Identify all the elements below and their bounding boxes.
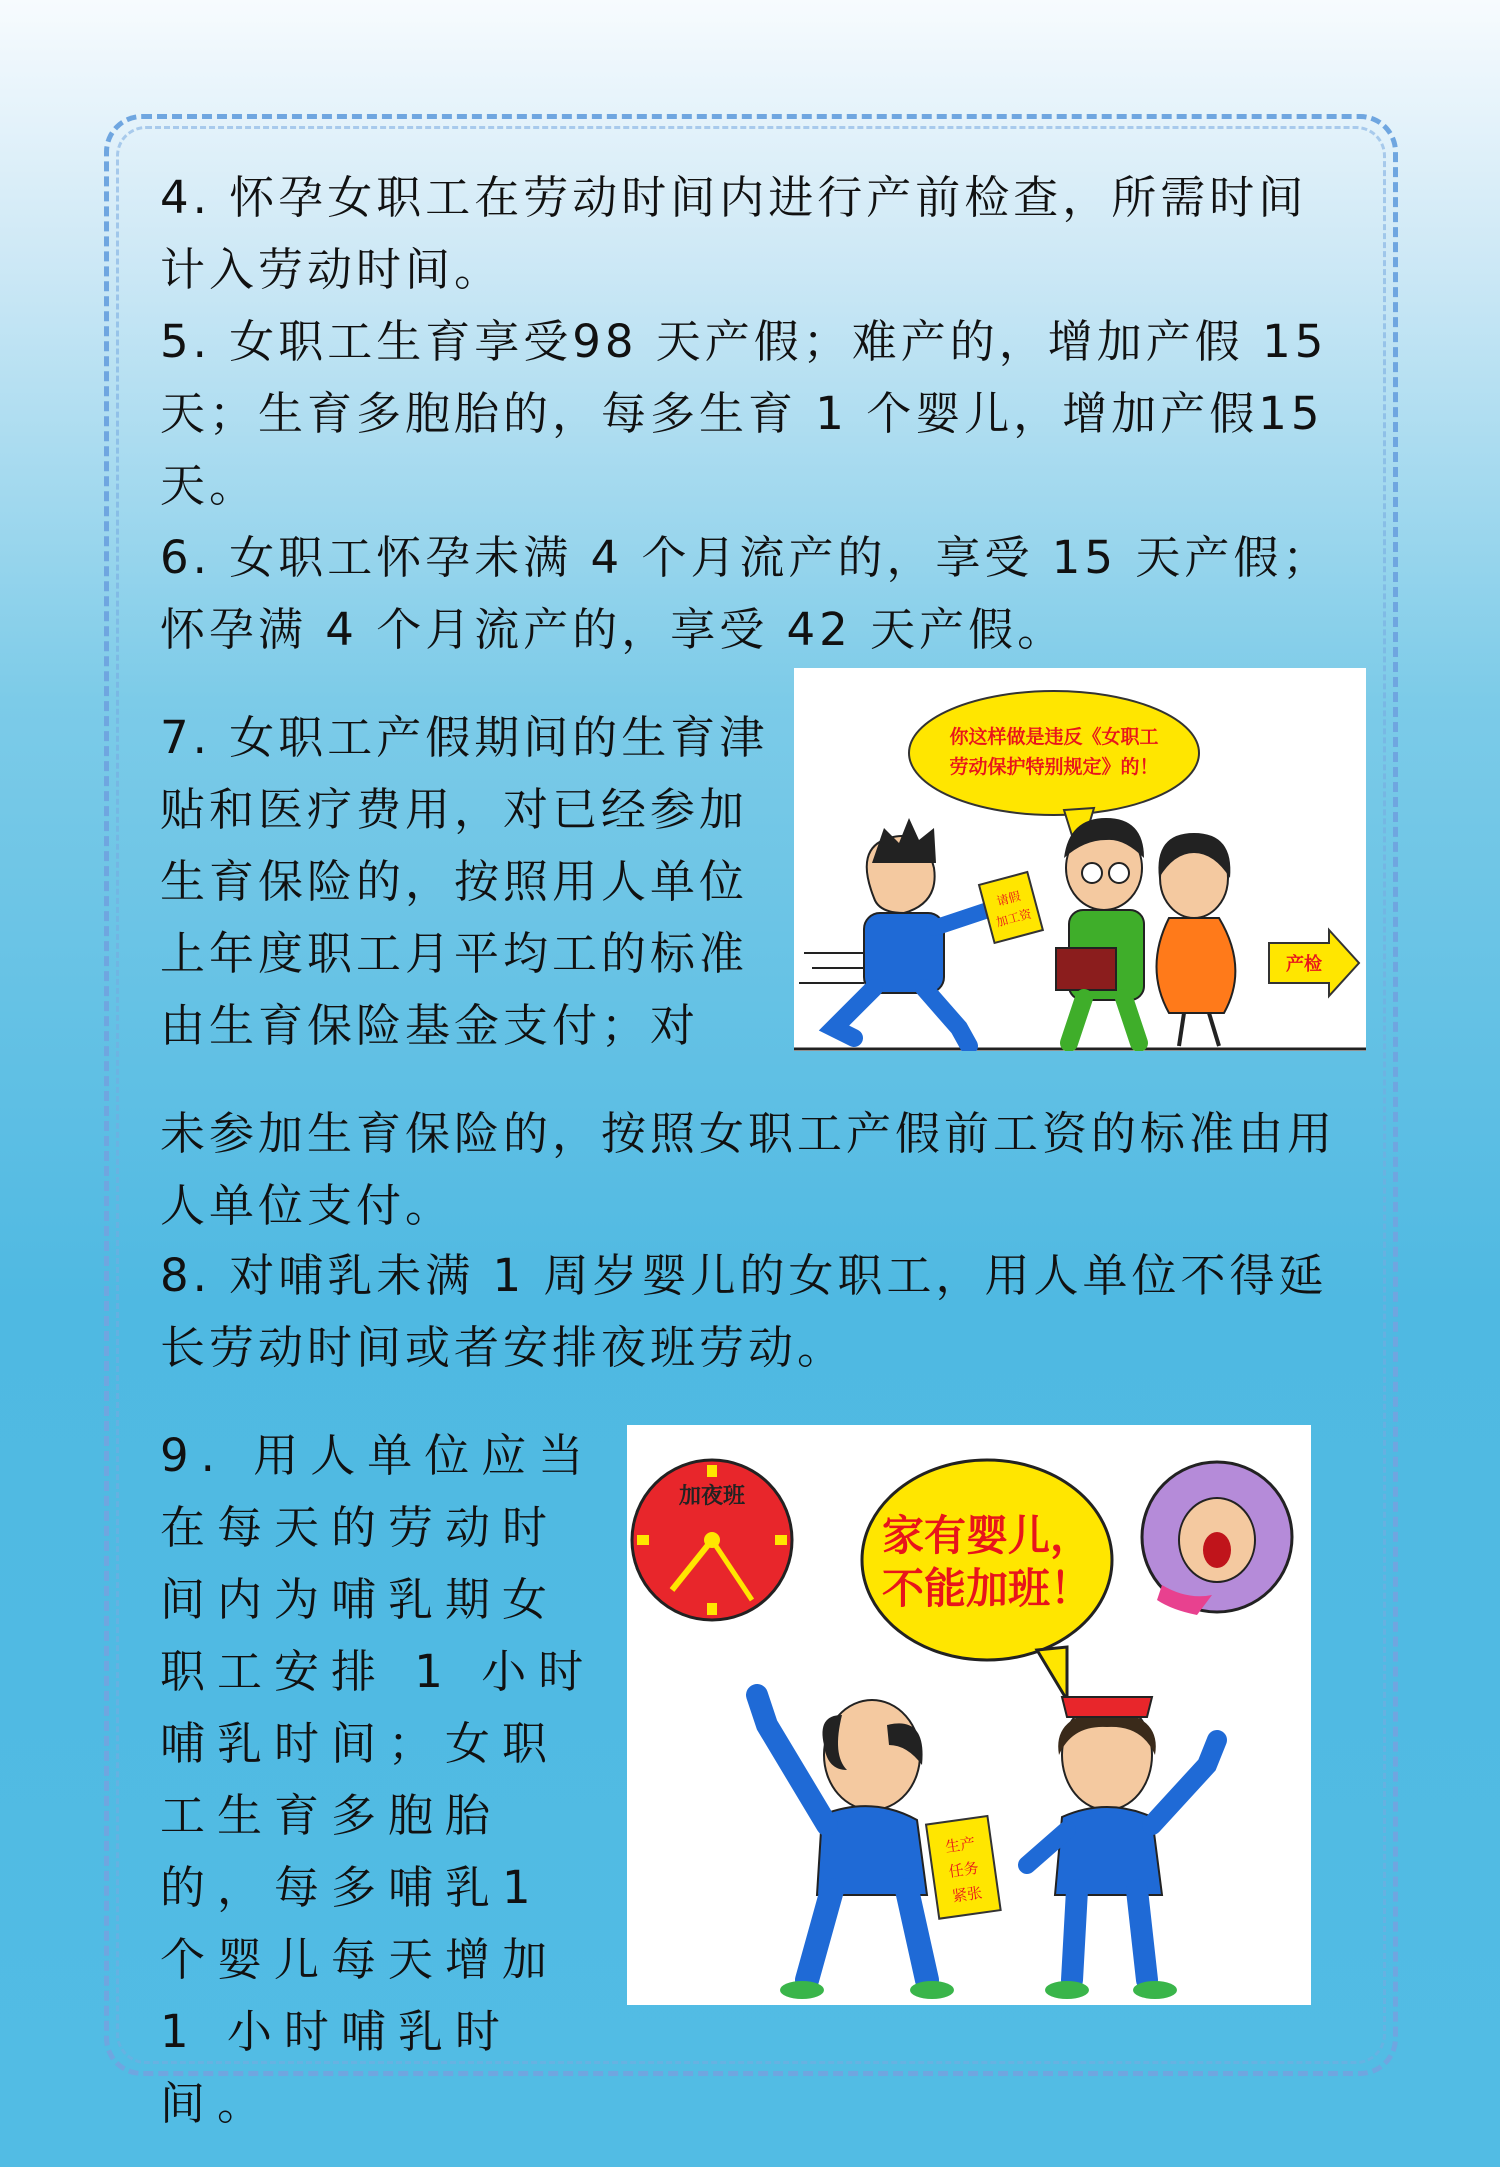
woman-worker — [1027, 1697, 1217, 1999]
paragraph-9: 9. 用人单位应当在每天的劳动时间内为哺乳期女职工安排 1 小时哺乳时间；女职工生育多胞胎的，每多哺乳1 个婴儿每天增加 1 小时哺乳时间。 — [160, 1429, 596, 2130]
paper-line-1: 请假 — [995, 888, 1023, 909]
paper-line-2: 加工资 — [994, 906, 1033, 930]
illustration-2-svg — [627, 1425, 1311, 2005]
overtime-clock — [632, 1460, 792, 1620]
illustration-no-overtime — [627, 1425, 1311, 2005]
pregnant-woman — [1157, 833, 1236, 1046]
paper-line-3: 紧张 — [951, 1883, 984, 1906]
speech-bubble — [862, 1460, 1112, 1700]
speech-bubble-line-2: 劳动保护特别规定》的！ — [949, 756, 1159, 778]
checkup-arrow-sign — [1269, 930, 1359, 996]
paragraph-6: 6. 女职工怀孕未满 4 个月流产的，享受 15 天产假；怀孕满 4 个月流产的，享受 42 天产假。 — [160, 531, 1332, 656]
crying-baby — [1142, 1462, 1292, 1615]
paragraph-7-part-1: 7. 女职工产假期间的生育津贴和医疗费用，对已经参加生育保险的，按照用人单位上年度职工月平均工的标准由生育保险基金支付；对 — [160, 711, 769, 1052]
paragraph-8: 8. 对哺乳未满 1 周岁婴儿的女职工，用人单位不得延长劳动时间或者安排夜班劳动。 — [160, 1249, 1328, 1374]
illustration-1-svg — [794, 668, 1366, 1051]
illustration-maternity-checkup — [794, 668, 1366, 1051]
speech-bubble-line-2: 不能加班！ — [881, 1564, 1093, 1613]
paragraph-7-part-2: 未参加生育保险的，按照女职工产假前工资的标准由用人单位支付。 — [160, 1107, 1337, 1232]
man-in-green — [1056, 818, 1144, 1043]
paragraph-4: 4. 怀孕女职工在劳动时间内进行产前检查，所需时间计入劳动时间。 — [160, 171, 1308, 296]
running-manager — [834, 818, 1043, 1046]
speech-bubble — [909, 691, 1199, 858]
paragraph-5: 5. 女职工生育享受98 天产假；难产的，增加产假 15 天；生育多胞胎的，每多生育 1 个婴儿，增加产假15 天。 — [160, 315, 1328, 512]
speech-bubble-line-1: 你这样做是违反《女职工 — [949, 726, 1159, 748]
paper-line-2: 任务 — [947, 1858, 980, 1881]
clock-label: 加夜班 — [678, 1484, 746, 1509]
bald-manager — [757, 1695, 1001, 1999]
arrow-sign-text: 产检 — [1286, 954, 1322, 975]
paper-line-1: 生产 — [944, 1834, 977, 1857]
speech-bubble-line-1: 家有婴儿， — [881, 1511, 1093, 1560]
speed-lines — [799, 953, 872, 983]
